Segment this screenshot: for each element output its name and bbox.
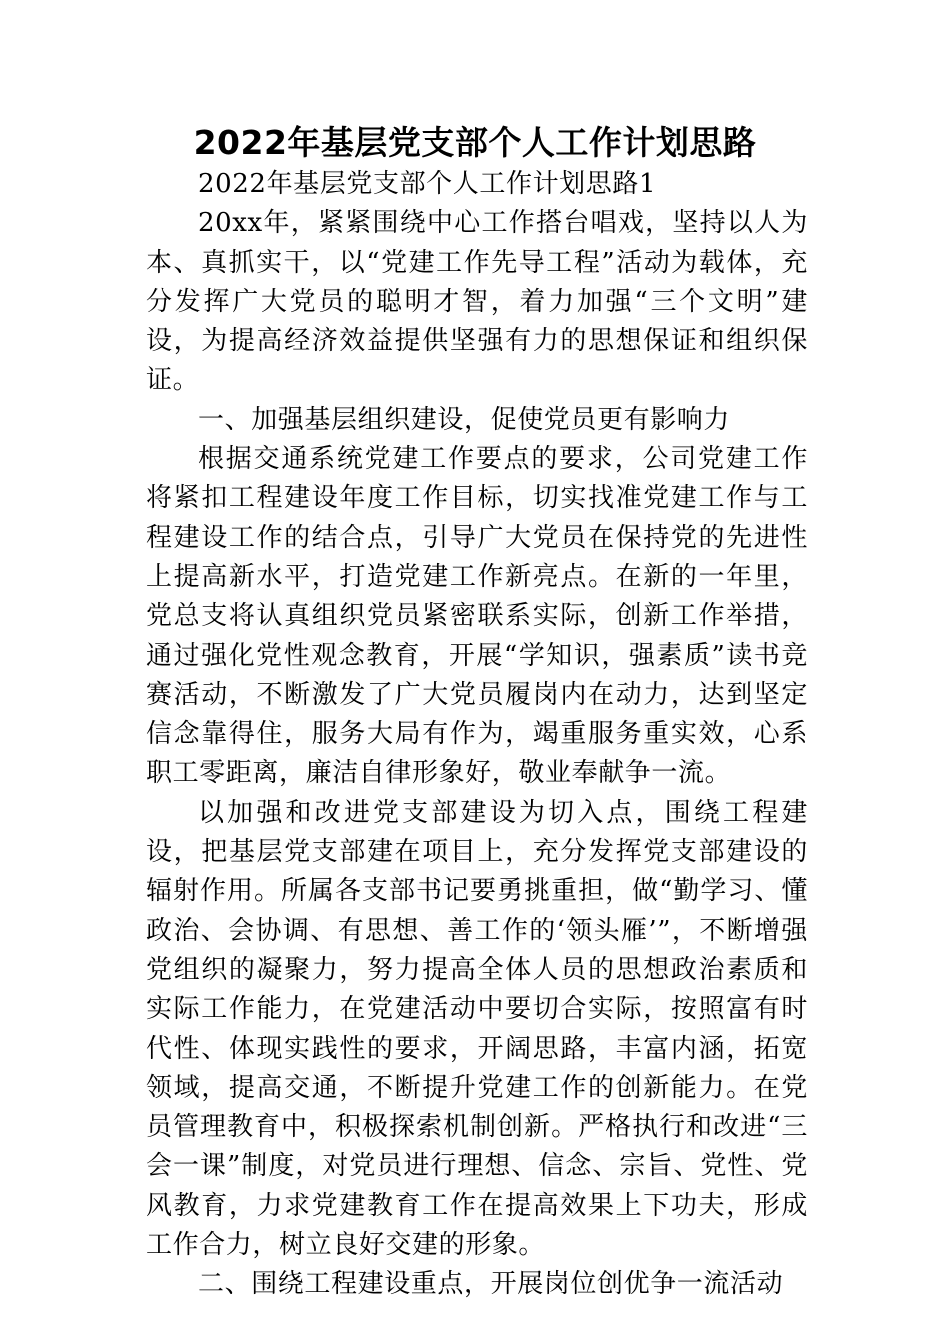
paragraph-subtitle: 2022年基层党支部个人工作计划思路1 [198, 169, 657, 199]
paragraph-intro: 20xx年，紧紧围绕中心工作搭台唱戏，坚持以人为本、真抓实干，以“党建工作先导工程”活动为载体，充分发挥广大党员的聪明才智，着力加强“三个文明”建设，为提高经济效益提供坚强有力的思想保证和组织保证。 [146, 208, 808, 396]
document-body [146, 165, 808, 1305]
paragraph-section-1a: 根据交通系统党建工作要点的要求，公司党建工作将紧扣工程建设年度工作目标，切实找准党建工作与工程建设工作的结合点，引导广大党员在保持党的先进性上提高新水平，打造党建工作新亮点。在新的一年里，党总支将认真组织党员紧密联系实际，创新工作举措，通过强化党性观念教育，开展“学知识，强素质”读书竞赛活动，不断激发了广大党员履岗内在动力，达到坚定信念靠得住，服务大局有作为，竭重服务重实效，心系职工零距离，廉洁自律形象好，敬业奉献争一流。 [146, 444, 808, 789]
section-heading-1: 一、加强基层组织建设，促使党员更有影响力 [198, 404, 731, 435]
document-title: 2022年基层党支部个人工作计划思路 [193, 123, 757, 162]
section-heading-2: 二、围绕工程建设重点，开展岗位创优争一流活动 [198, 1269, 784, 1300]
paragraph-section-1b: 以加强和改进党支部建设为切入点，围绕工程建设，把基层党支部建在项目上，充分发挥党支部建设的辐射作用。所属各支部书记要勇挑重担，做“勤学习、懂政治、会协调、有思想、善工作的‘领头雁’”，不断增强党组织的凝聚力，努力提高全体人员的思想政治素质和实际工作能力，在党建活动中要切合实际，按照富有时代性、体现实践性的要求，开阔思路，丰富内涵，拓宽领域，提高交通，不断提升党建工作的创新能力。在党员管理教育中，积极探索机制创新。严格执行和改进“三会一课”制度，对党员进行理想、信念、宗旨、党性、党风教育，力求党建教育工作在提高效果上下功夫，形成工作合力，树立良好交建的形象。 [146, 797, 808, 1261]
